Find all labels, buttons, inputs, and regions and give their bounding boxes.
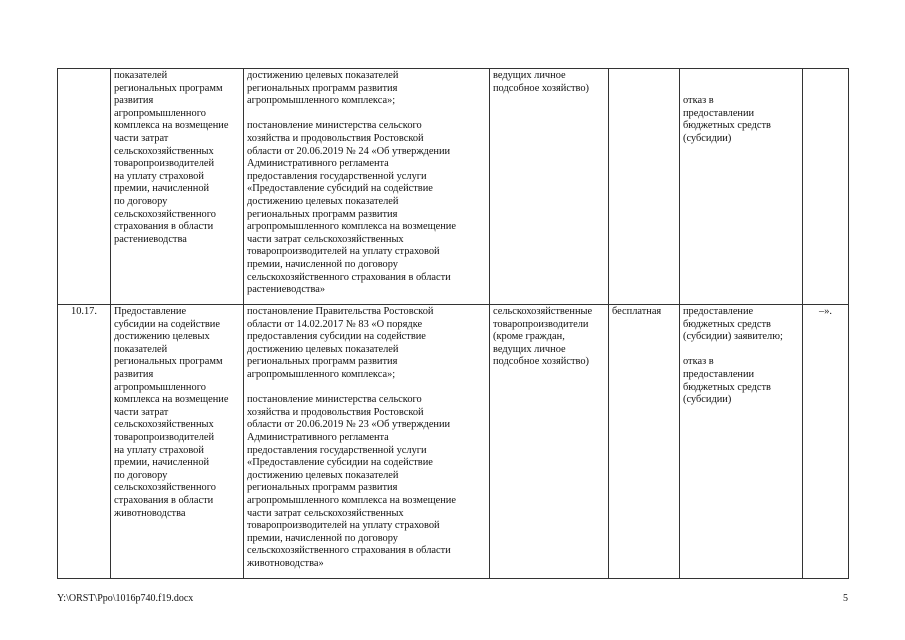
result-cell: предоставление бюджетных средств (субсидии) заявителю; отказ в предоставлении бюджетных средств (субсидии) [680, 305, 803, 579]
fee-cell [609, 69, 680, 305]
result-cell: отказ в предоставлении бюджетных средств (субсидии) [680, 69, 803, 305]
service-name-cell: показателей региональных программ развития агропромышленного комплекса на возмещение части затрат сельскохозяйственных товаропроизводителей на уплату страховой премии, начисленной по договору сельскохозяйственного страхования в области растениеводства [111, 69, 244, 305]
closing-cell [803, 69, 849, 305]
legal-basis-cell: достижению целевых показателей региональных программ развития агропромышленного комплекса»; постановление министерства сельского хозяйства и продовольствия Ростовской области от 20.06.2019 № 24 «Об утверждении Административного регламента предоставления государственной услуги «Предоставление субсидий на содействие достижению целевых показателей региональных программ развития агропромышленного комплекса на возмещение части затрат сельскохозяйственных товаропроизводителей на уплату страховой премии, начисленной по договору сельскохозяйственного страхования в области растениеводства» [244, 69, 490, 305]
page-number: 5 [843, 593, 848, 604]
table-row [58, 305, 849, 579]
footer-file-path: Y:\ORST\Ppo\1016p740.f19.docx [57, 593, 194, 604]
fee-cell: бесплатная [609, 305, 680, 579]
legal-basis-cell: постановление Правительства Ростовской области от 14.02.2017 № 83 «О порядке предоставления субсидии на содействие достижению целевых показателей региональных программ развития агропромышленного комплекса»; постановление министерства сельского хозяйства и продовольствия Ростовской области от 20.06.2019 № 23 «Об утверждении Административного регламента предоставления государственной услуги «Предоставление субсидии на содействие достижению целевых показателей региональных программ развития агропромышленного комплекса на возмещение части затрат сельскохозяйственных товаропроизводителей на уплату страховой премии, начисленной по договору сельскохозяйственного страхования в области животноводства» [244, 305, 490, 579]
recipients-cell: ведущих личное подсобное хозяйство) [490, 69, 609, 305]
row-number: 10.17. [58, 305, 111, 579]
recipients-cell: сельскохозяйственные товаропроизводители (кроме граждан, ведущих личное подсобное хозяйство) [490, 305, 609, 579]
closing-cell: –». [803, 305, 849, 579]
document-table [57, 68, 849, 579]
table-row [58, 69, 849, 305]
service-name-cell: Предоставление субсидии на содействие достижению целевых показателей региональных программ развития агропромышленного комплекса на возмещение части затрат сельскохозяйственных товаропроизводителей на уплату страховой премии, начисленной по договору сельскохозяйственного страхования в области животноводства [111, 305, 244, 579]
row-number [58, 69, 111, 305]
